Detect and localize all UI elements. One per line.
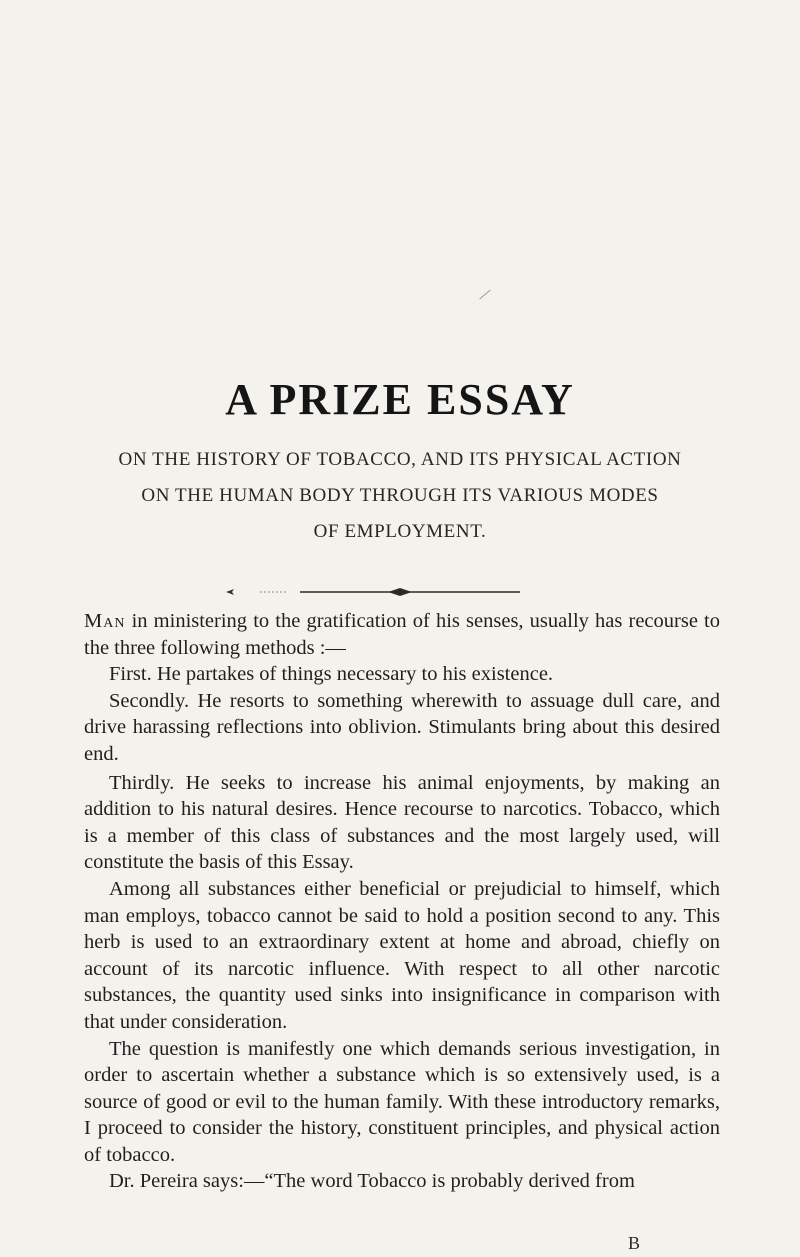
paragraph-1-text: in ministering to the gratification of his senses, usually has recourse to the three following methods :— (84, 610, 721, 659)
subtitle-line-3: OF EMPLOYMENT. (313, 521, 487, 542)
essay-title: A PRIZE ESSAY (225, 375, 575, 424)
stray-pen-mark (479, 290, 490, 300)
ornamental-rule (0, 586, 800, 598)
paragraph-7: Dr. Pereira says:—“The word Tobacco is probably derived from (109, 1170, 635, 1193)
paragraph-1 (84, 608, 720, 661)
ornamental-rule-graphic (220, 586, 580, 598)
subtitle-line-2: ON THE HUMAN BODY THROUGH ITS VARIOUS MODES (141, 485, 659, 506)
signature-mark: B (628, 1233, 641, 1253)
paragraph-6: The question is manifestly one which demands serious investigation, in order to ascertain whether a substance which is so extensively used, is a source of good or evil to the human family. With these introductory remarks, I proceed to consider the history, constituent principles, and physical action of tobacco. (84, 1037, 720, 1166)
paragraph-2: First. He partakes of things necessary to his existence. (109, 663, 554, 686)
paragraph-4: Thirdly. He seeks to increase his animal enjoyments, by making an addition to his natural desires. Hence recourse to narcotics. Tobacco, which is a member of this class of substances and the most largely used, will constitute the basis of this Essay. (84, 771, 720, 874)
essay-body (84, 608, 720, 1195)
paragraph-5: Among all substances either beneficial or prejudicial to himself, which man employs, tobacco cannot be said to hold a position second to any. This herb is used to an extraordinary extent at home and abroad, chiefly on account of its narcotic influence. With respect to all other narcotic substances, the quantity used sinks into insignificance in comparison with that under consideration. (84, 877, 720, 1033)
paragraph-3: Secondly. He resorts to something wherewith to assuage dull care, and drive harassing reflections into oblivion. Stimulants bring about this desired end. (84, 689, 720, 765)
essay-subtitle (80, 442, 720, 550)
opening-word: Man (84, 610, 126, 632)
subtitle-line-1: ON THE HISTORY OF TOBACCO, AND ITS PHYSICAL ACTION (118, 449, 682, 470)
